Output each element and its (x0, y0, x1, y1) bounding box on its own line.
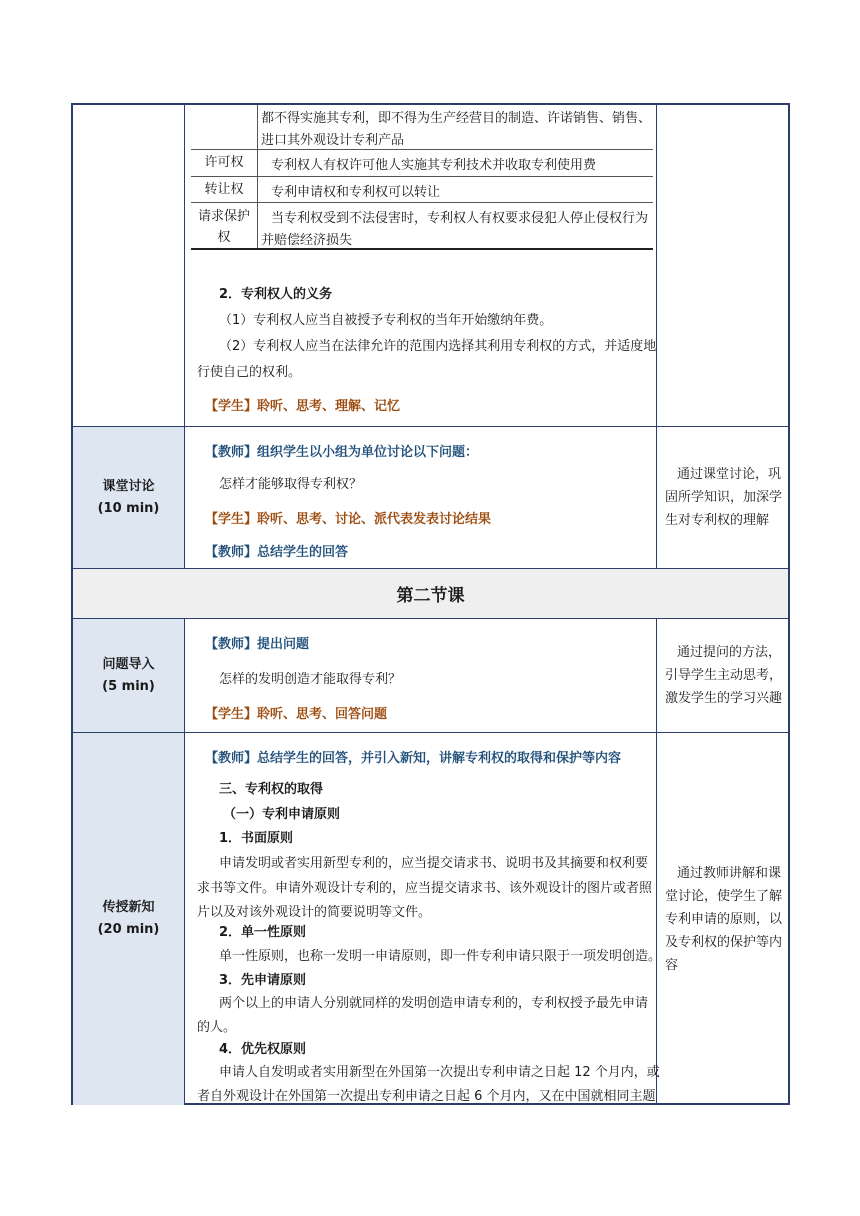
inner-table-line (191, 149, 653, 150)
obligation-item-2: （2）专利权人应当在法律允许的范围内选择其利用专利权的方式，并适度地 (219, 339, 657, 354)
discussion-label: 课堂讨论 (102, 478, 155, 494)
protection-right-label-2: 权 (217, 230, 231, 245)
teaching-purpose-2: 堂讨论，使学生了解 (665, 888, 783, 904)
teaching-purpose-cell (657, 733, 788, 1105)
license-right-label: 许可权 (204, 155, 244, 170)
transfer-right-text: 专利申请权和专利权可以转让 (271, 185, 441, 200)
intro-student: 【学生】聆听、思考、回答问题 (205, 707, 388, 722)
protection-right-text-2: 并赔偿经济损失 (261, 233, 353, 248)
rights-row0-text-2: 进口其外观设计专利产品 (261, 133, 405, 148)
discussion-purpose-3: 生对专利权的理解 (665, 513, 770, 528)
principle-4-heading: 4．优先权原则 (219, 1042, 307, 1057)
teaching-purpose-4: 及专利权的保护等内 (665, 934, 783, 950)
teaching-purpose-1: 通过教师讲解和课 (677, 865, 782, 881)
obligation-item-1: （1）专利权人应当自被授予专利权的当年开始缴纳年费。 (219, 313, 553, 328)
intro-teacher: 【教师】提出问题 (205, 637, 310, 652)
rights-row-content-cell (185, 105, 657, 426)
principle-3-heading: 3．先申请原则 (219, 973, 307, 988)
intro-time: (5 min) (102, 678, 155, 694)
principle-3-text-2: 的人。 (197, 1020, 237, 1035)
intro-label: 问题导入 (102, 656, 155, 672)
intro-content-cell (185, 619, 657, 732)
discussion-purpose-1: 通过课堂讨论，巩 (677, 467, 782, 482)
rights-row (73, 105, 788, 427)
license-right-text: 专利权人有权许可他人实施其专利技术并收取专利使用费 (271, 158, 597, 173)
principle-1-heading: 1．书面原则 (219, 831, 294, 846)
protection-right-label: 请求保护 (197, 209, 250, 224)
student-note: 【学生】聆听、思考、理解、记忆 (205, 399, 401, 414)
principle-2-heading: 2．单一性原则 (219, 925, 307, 940)
principle-2-text-1: 单一性原则，也称一发明一申请原则，即一件专利申请只限于一项发明创造。 (219, 949, 662, 964)
intro-label-cell (73, 619, 185, 732)
teaching-purpose-3: 专利申请的原则，以 (665, 911, 783, 927)
principle-4-text-1: 申请人自发明或者实用新型在外国第一次提出专利申请之日起 12 个月内，或 (219, 1065, 660, 1080)
discussion-time: (10 min) (97, 500, 160, 516)
teaching-label-cell (73, 733, 185, 1105)
teaching-teacher: 【教师】总结学生的回答，并引入新知，讲解专利权的取得和保护等内容 (205, 751, 622, 766)
rights-row-purpose-cell (657, 105, 788, 426)
teaching-subheading: （一）专利申请原则 (223, 807, 341, 822)
teaching-heading: 三、专利权的取得 (219, 782, 324, 797)
discussion-purpose-cell (657, 427, 788, 568)
rights-row-label-cell (73, 105, 185, 426)
intro-purpose-3: 激发学生的学习兴趣 (665, 691, 783, 706)
obligation-item-2-cont: 行使自己的权利。 (197, 365, 302, 380)
teaching-time: (20 min) (97, 922, 160, 937)
lesson-plan-table (71, 103, 790, 1105)
discussion-student: 【学生】聆听、思考、讨论、派代表发表讨论结果 (205, 512, 492, 527)
teaching-purpose-5: 容 (665, 957, 679, 973)
principle-3-text-1: 两个以上的申请人分别就同样的发明创造申请专利的，专利权授予最先申请 (219, 996, 649, 1011)
teaching-content-cell (185, 733, 662, 1105)
discussion-purpose-2: 固所学知识，加深学 (665, 490, 783, 505)
discussion-content-cell (185, 427, 657, 568)
principle-1-text-2: 求书等文件。申请外观设计专利的，应当提交请求书、该外观设计的图片或者照 (197, 881, 653, 896)
rights-row0-text: 都不得实施其专利，即不得为生产经营目的制造、许诺销售、销售、 (261, 111, 652, 126)
intro-purpose-1: 通过提问的方法， (677, 645, 782, 660)
discussion-label-cell (73, 427, 185, 568)
obligations-heading: 2．专利权人的义务 (219, 287, 333, 302)
inner-table-line (191, 176, 653, 177)
teaching-row (73, 733, 788, 1105)
intro-question: 怎样的发明创造才能取得专利？ (219, 672, 402, 687)
principle-4-text-2: 者自外观设计在外国第一次提出专利申请之日起 6 个月内，又在中国就相同主题 (197, 1089, 656, 1104)
section2-title: 第二节课 (396, 586, 465, 606)
transfer-right-label: 转让权 (204, 182, 244, 197)
discussion-teacher-summary: 【教师】总结学生的回答 (205, 545, 349, 560)
intro-row (73, 619, 788, 733)
discussion-row (73, 427, 788, 569)
discussion-question: 怎样才能够取得专利权？ (219, 477, 363, 492)
section2-row (73, 569, 788, 619)
principle-1-text-1: 申请发明或者实用新型专利的，应当提交请求书、说明书及其摘要和权利要 (219, 856, 649, 871)
protection-right-text: 当专利权受到不法侵害时，专利权人有权要求侵犯人停止侵权行为 (271, 211, 649, 226)
intro-purpose-2: 引导学生主动思考， (665, 668, 783, 683)
inner-table-bottom-rule (191, 248, 653, 250)
teaching-label: 传授新知 (102, 900, 155, 915)
principle-1-text-3: 片以及对该外观设计的简要说明等文件。 (197, 905, 432, 920)
intro-purpose-cell (657, 619, 788, 732)
discussion-teacher-prompt: 【教师】组织学生以小组为单位讨论以下问题： (205, 445, 479, 460)
inner-table-line (191, 202, 653, 203)
